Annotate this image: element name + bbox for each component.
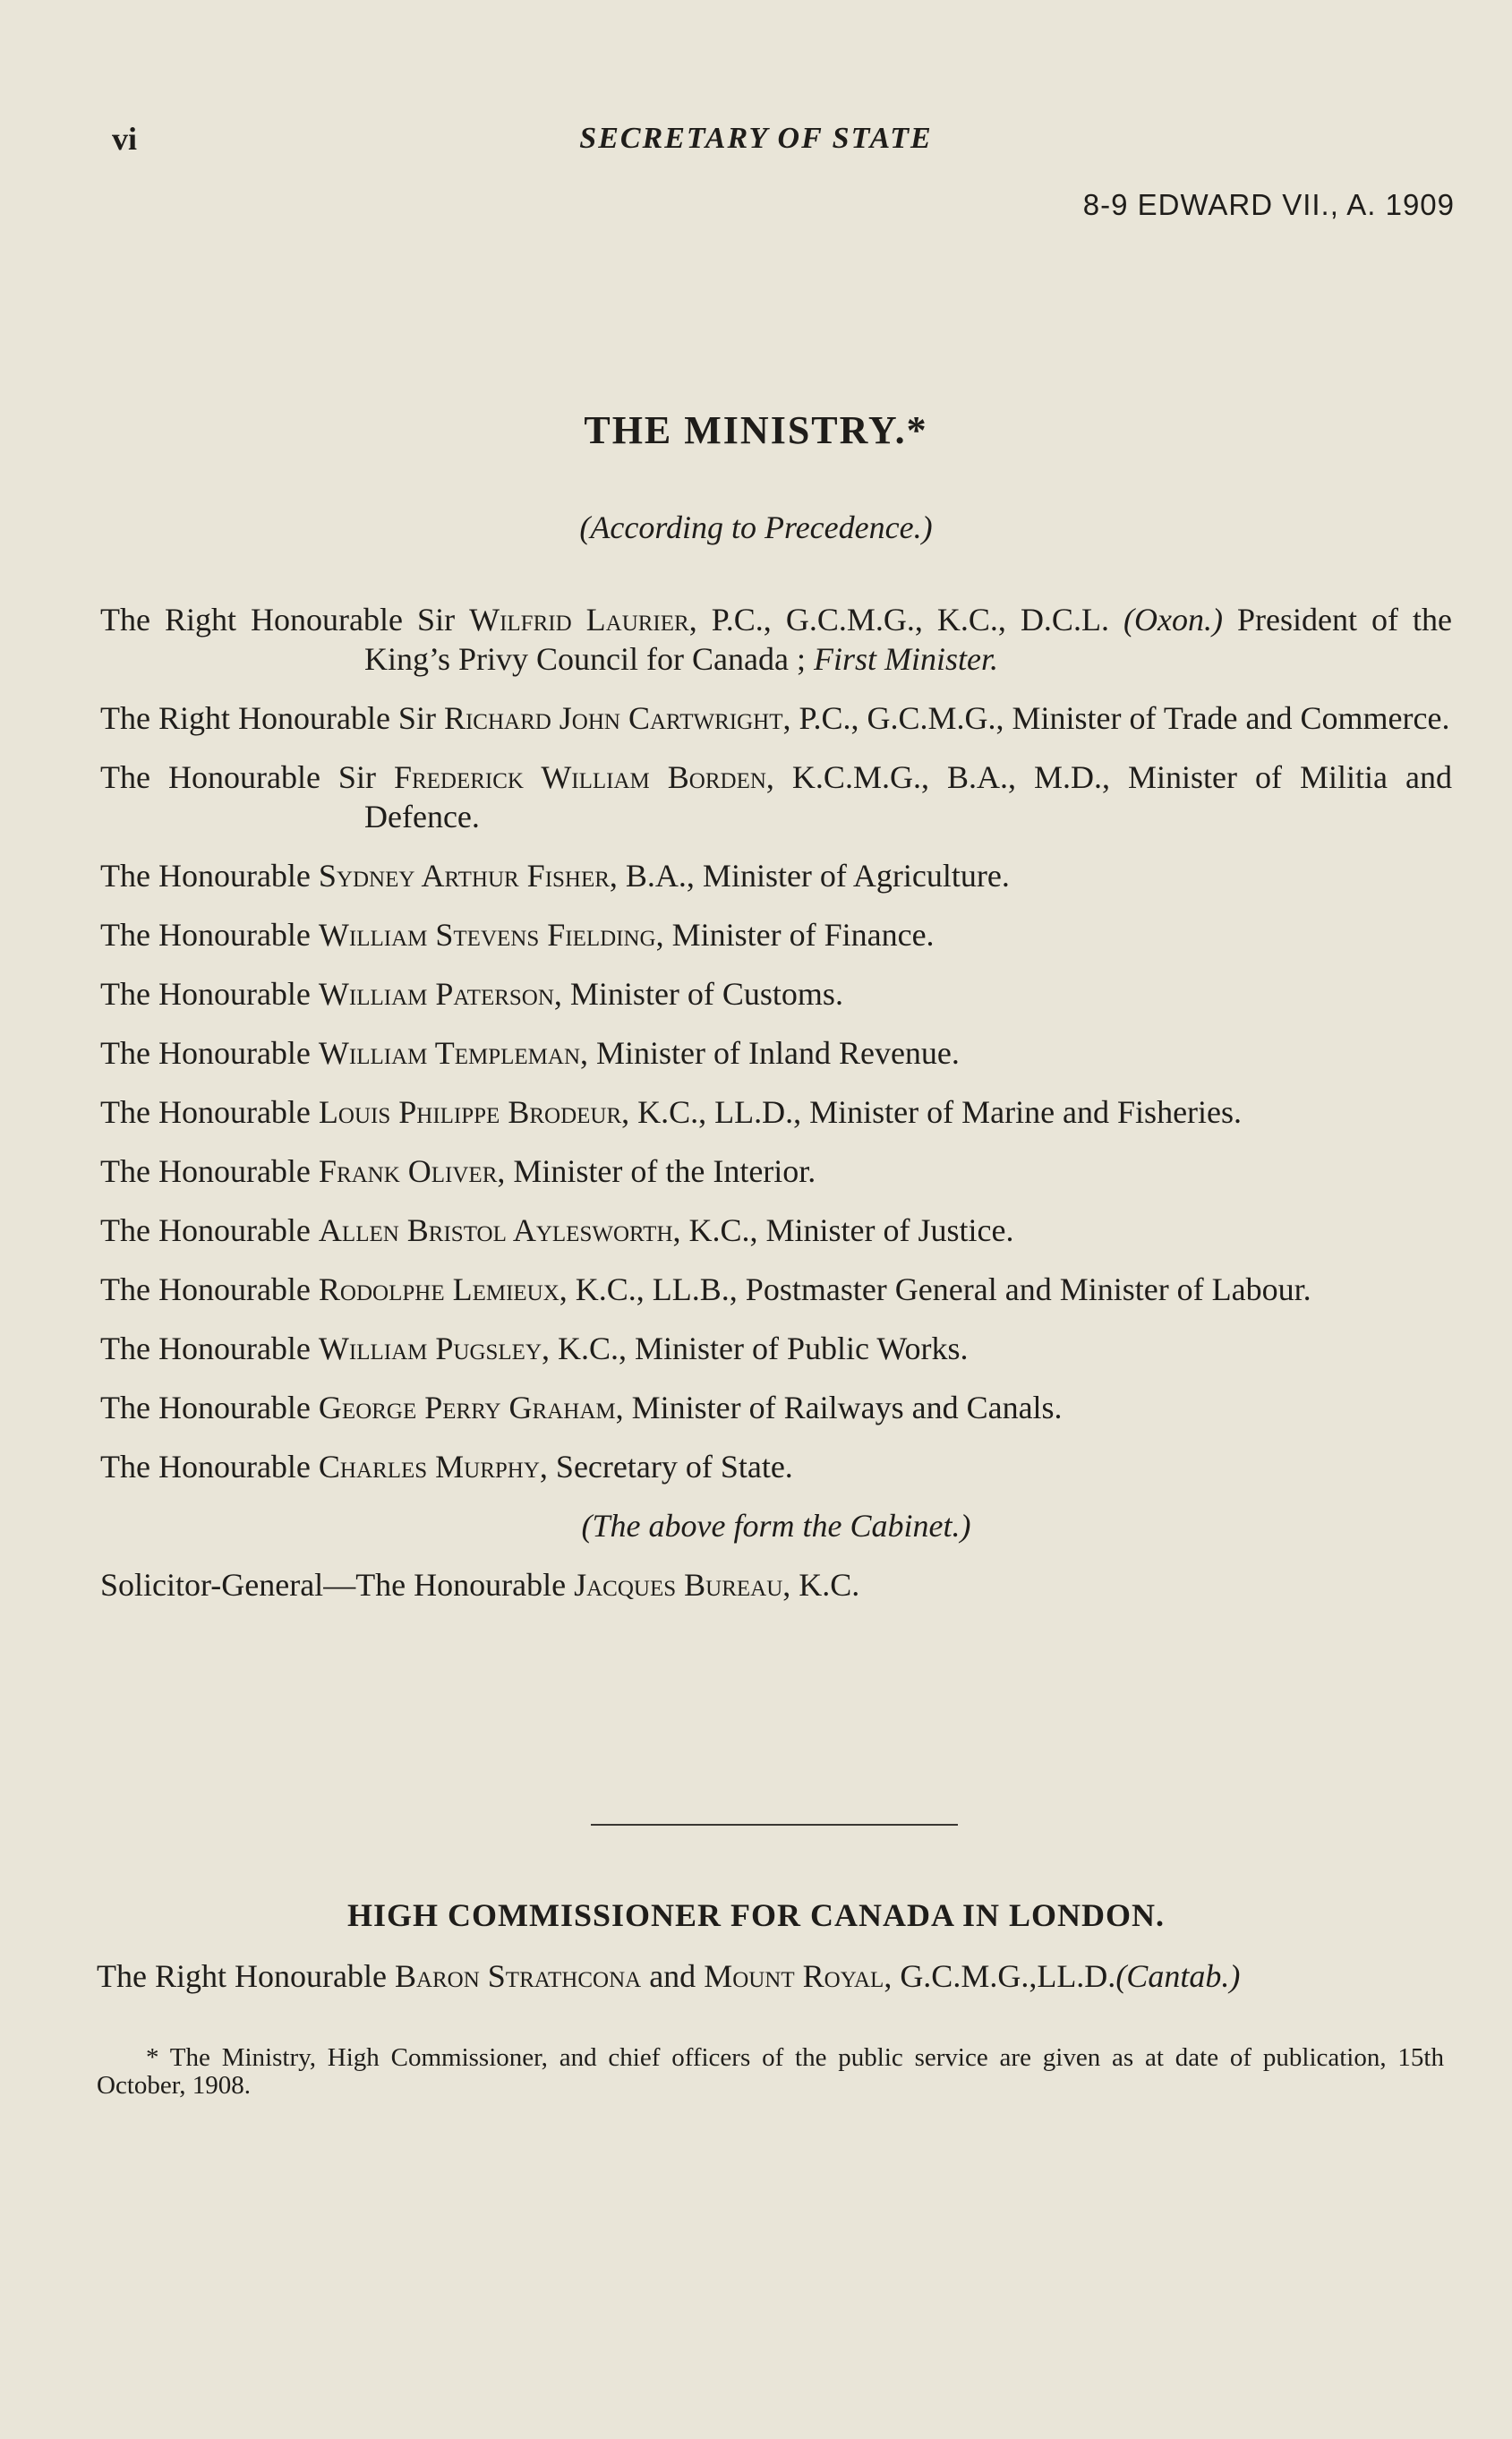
entry-suffix: , B.A., Minister of Agriculture. <box>609 858 1010 894</box>
footnote: * The Ministry, High Commissioner, and chief officers of the public service are given as at date of publication, 15th October, 1908. <box>97 2043 1444 2100</box>
entry-suffix: , K.C.M.G., B.A., M.D., Minister of Militia and Defence. <box>364 759 1452 834</box>
ministry-entry <box>100 757 1452 836</box>
minister-name: William Stevens Fielding <box>318 917 656 953</box>
ministry-entry <box>100 915 1452 954</box>
entry-suffix: , Minister of Finance. <box>655 917 935 953</box>
entry-prefix: The Honourable <box>100 1212 319 1248</box>
ministry-entry <box>100 1447 1452 1486</box>
minister-name: Sydney Arthur Fisher <box>318 858 610 894</box>
entry-suffix: , Minister of Inland Revenue. <box>580 1035 960 1071</box>
entry-prefix: The Honourable <box>100 1094 319 1130</box>
entry-suffix-italic: (Oxon.) <box>1123 602 1223 638</box>
entry-suffix: , P.C., G.C.M.G., Minister of Trade and Commerce. <box>782 700 1450 736</box>
ministry-entry <box>100 1092 1452 1132</box>
entry-line2: President of the King’s Privy Council for Canada ; <box>364 602 1452 677</box>
entry-suffix: , Secretary of State. <box>539 1449 793 1485</box>
section-divider <box>591 1824 958 1826</box>
commissioner-title-name: Mount Royal <box>704 1958 884 1994</box>
high-commissioner-entry <box>97 1956 1450 1996</box>
entry-line2-italic: First Minister. <box>813 641 998 677</box>
solicitor-name: Jacques Bureau <box>574 1567 783 1603</box>
ministry-subtitle: (According to Precedence.) <box>579 509 933 545</box>
entry-suffix: , P.C., G.C.M.G., K.C., D.C.L. <box>688 602 1123 638</box>
entry-suffix: , Minister of Customs. <box>553 976 843 1012</box>
ministry-entry <box>100 1329 1452 1368</box>
folio-number: vi <box>112 121 138 157</box>
commissioner-name: Baron Strathcona <box>394 1958 642 1994</box>
running-head: SECRETARY OF STATE <box>579 122 933 155</box>
entry-suffix: , Minister of Railways and Canals. <box>615 1390 1063 1425</box>
minister-name: Frank Oliver <box>318 1153 498 1189</box>
entry-prefix: The Right Honourable Sir <box>100 602 470 638</box>
entry-prefix: The Right Honourable <box>97 1958 395 1994</box>
solicitor-general-entry <box>100 1565 1452 1605</box>
minister-name: William Templeman <box>318 1035 580 1071</box>
entry-prefix: The Honourable <box>100 1331 319 1366</box>
high-commissioner-title: HIGH COMMISSIONER FOR CANADA IN LONDON. <box>346 1897 1166 1933</box>
ministry-title: THE MINISTRY.* <box>584 408 928 452</box>
entry-prefix: The Honourable <box>100 1153 319 1189</box>
entry-prefix: The Honourable <box>100 1449 319 1485</box>
entry-prefix: The Honourable Sir <box>100 759 394 795</box>
ministry-list <box>100 600 1452 1605</box>
minister-name: Richard John Cartwright <box>443 700 783 736</box>
cabinet-note: (The above form the Cabinet.) <box>581 1508 971 1544</box>
ministry-entry <box>100 1151 1452 1191</box>
minister-name: George Perry Graham <box>318 1390 616 1425</box>
entry-prefix: The Honourable <box>100 1390 319 1425</box>
entry-prefix: The Honourable <box>100 1271 319 1307</box>
session-label: 8-9 EDWARD VII., A. 1909 <box>1082 188 1455 221</box>
ministry-entry <box>100 856 1452 895</box>
entry-suffix-italic: (Cantab.) <box>1115 1958 1241 1994</box>
entry-suffix: , K.C., Minister of Public Works. <box>542 1331 969 1366</box>
entry-suffix: , K.C. <box>782 1567 860 1603</box>
entry-suffix: , K.C., LL.D., Minister of Marine and Fisheries. <box>621 1094 1243 1130</box>
minister-name: William Pugsley <box>318 1331 542 1366</box>
entry-prefix: The Honourable <box>100 1035 319 1071</box>
minister-name: William Paterson <box>318 976 554 1012</box>
ministry-entry <box>100 1388 1452 1427</box>
entry-suffix: , K.C., Minister of Justice. <box>672 1212 1014 1248</box>
minister-name: Charles Murphy <box>318 1449 540 1485</box>
ministry-entry <box>100 1033 1452 1073</box>
ministry-entry <box>100 600 1452 679</box>
minister-name: Frederick William Borden <box>393 759 766 795</box>
entry-prefix: The Honourable <box>100 917 319 953</box>
entry-suffix: , G.C.M.G.,LL.D. <box>884 1958 1116 1994</box>
entry-suffix: , K.C., LL.B., Postmaster General and Minister of Labour. <box>559 1271 1311 1307</box>
minister-name: Rodolphe Lemieux <box>318 1271 560 1307</box>
entry-prefix: The Right Honourable Sir <box>100 700 444 736</box>
ministry-entry <box>100 1270 1452 1309</box>
ministry-entry <box>100 974 1452 1014</box>
minister-name: Allen Bristol Aylesworth <box>318 1212 673 1248</box>
minister-name: Wilfrid Laurier <box>469 602 689 638</box>
minister-name: Louis Philippe Brodeur <box>318 1094 622 1130</box>
entry-middle: and <box>641 1958 705 1994</box>
entry-prefix: The Honourable <box>100 976 319 1012</box>
entry-suffix: , Minister of the Interior. <box>497 1153 816 1189</box>
ministry-entry <box>100 698 1452 738</box>
entry-prefix: The Honourable <box>100 858 319 894</box>
ministry-entry <box>100 1211 1452 1250</box>
entry-prefix: Solicitor-General—The Honourable <box>100 1567 575 1603</box>
